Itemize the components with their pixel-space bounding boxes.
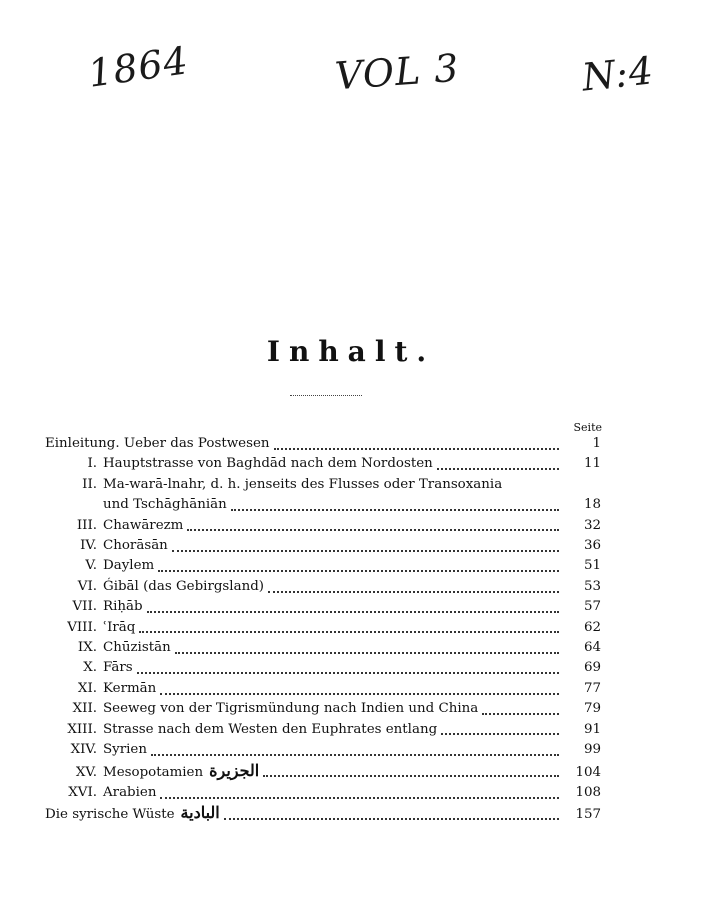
toc-entry-page: 57 xyxy=(583,599,601,615)
leader-dots xyxy=(160,684,559,695)
toc-entry-page: 11 xyxy=(583,456,601,472)
page-title: Inhalt. xyxy=(266,335,436,368)
toc-entry-title: Mesopotamien xyxy=(103,764,204,780)
toc-entry-number: VII. xyxy=(72,599,97,615)
toc-entry-page: 157 xyxy=(575,807,601,823)
toc-entry-number: V. xyxy=(85,558,97,574)
leader-dots xyxy=(175,643,559,654)
leader-dots xyxy=(482,704,559,715)
leader-dots xyxy=(441,724,559,735)
toc-entry-page: 53 xyxy=(583,578,601,594)
toc-entry-number: XII. xyxy=(72,701,97,717)
toc-entry-title: Arabien xyxy=(103,784,157,800)
toc-entry-continuation xyxy=(45,495,601,515)
toc-entry xyxy=(45,638,601,658)
toc-entry xyxy=(45,556,601,576)
toc-entry-number: IV. xyxy=(80,538,97,554)
toc-entry-title: ʿIrāq xyxy=(103,619,136,635)
handwritten-year: 1864 xyxy=(85,38,192,96)
toc-entry-title: Ǵibāl (das Gebirgsland) xyxy=(103,578,264,594)
leader-dots xyxy=(187,520,559,531)
toc-entry xyxy=(45,699,601,719)
toc-entry-arabic: الجزيرة xyxy=(209,760,260,780)
toc-entry-page: 79 xyxy=(583,701,601,717)
toc-entry xyxy=(45,658,601,678)
toc-entry-number: XIV. xyxy=(70,742,97,758)
toc-entry-title: Ma-warā-lnahr, d. h. jenseits des Flusses oder Transoxania xyxy=(103,476,503,492)
toc-entry-number: X. xyxy=(83,660,97,676)
toc-entry xyxy=(45,536,601,556)
toc-entry-number: XIII. xyxy=(67,721,97,737)
toc-entry-number: II. xyxy=(82,476,97,492)
leader-dots xyxy=(231,500,559,511)
toc-entry-number: IX. xyxy=(77,640,97,656)
toc-entry xyxy=(45,720,601,740)
toc-entry-title: Strasse nach dem Westen den Euphrates entlang xyxy=(103,721,438,737)
toc-entry-title: Chūzistān xyxy=(103,640,171,656)
toc-entry-title: Daylem xyxy=(103,558,155,574)
handwritten-number: N:4 xyxy=(579,48,656,100)
toc-entry xyxy=(45,783,601,803)
toc-entry-page: 104 xyxy=(575,764,601,780)
toc-entry-title: Hauptstrasse von Baghdād nach dem Nordosten xyxy=(103,456,433,472)
toc-entry-title-line2: und Tschāghāniān xyxy=(103,497,227,513)
toc-entry-number: VI. xyxy=(77,578,97,594)
toc-entry-page: 51 xyxy=(583,558,601,574)
handwritten-volume: VOL 3 xyxy=(333,45,461,99)
page-column-label: Seite xyxy=(573,421,602,434)
toc-entry-page: 64 xyxy=(583,640,601,656)
toc-entry-title: Syrien xyxy=(103,742,147,758)
toc-entry-arabic: البادية xyxy=(180,803,220,823)
toc-entry-number: XVI. xyxy=(68,784,97,800)
toc-entry-page: 99 xyxy=(583,742,601,758)
toc-entry-page: 36 xyxy=(583,538,601,554)
toc-entry-title: Chawārezm xyxy=(103,517,184,533)
leader-dots xyxy=(147,602,559,613)
toc-entry xyxy=(45,618,601,638)
toc-entry xyxy=(45,679,601,699)
toc-entry xyxy=(45,475,601,495)
leader-dots xyxy=(151,745,559,756)
toc-entry xyxy=(45,454,601,474)
leader-dots xyxy=(160,788,559,799)
toc-entry-number: XV. xyxy=(75,764,97,780)
leader-dots xyxy=(263,766,559,777)
leader-dots xyxy=(172,541,559,552)
toc-entry xyxy=(45,740,601,760)
toc-entry-number: I. xyxy=(87,456,97,472)
toc-entry xyxy=(45,516,601,536)
toc-entry-title: Riḥāb xyxy=(103,599,143,615)
leader-dots xyxy=(224,809,559,820)
toc-entry-number: III. xyxy=(76,517,97,533)
toc-entry-title: Einleitung. Ueber das Postwesen xyxy=(45,436,270,451)
toc-entry xyxy=(45,434,601,454)
toc-entry-page: 108 xyxy=(575,784,601,800)
toc-entry xyxy=(45,597,601,617)
toc-entry-page: 18 xyxy=(583,497,601,513)
toc-entry-title: Chorāsān xyxy=(103,538,168,554)
toc-entry-title: Fārs xyxy=(103,660,133,676)
toc-entry xyxy=(45,577,601,597)
leader-dots xyxy=(158,561,559,572)
toc-entry-page: 91 xyxy=(583,721,601,737)
leader-dots xyxy=(274,439,559,450)
toc-entry-page: 62 xyxy=(583,619,601,635)
toc-entry-number: XI. xyxy=(77,680,97,696)
toc-entry-title: Die syrische Wüste xyxy=(45,807,175,823)
toc-entry-title: Seeweg von der Tigrismündung nach Indien und China xyxy=(103,701,479,717)
leader-dots xyxy=(268,582,559,593)
table-of-contents xyxy=(45,434,601,826)
toc-entry-page: 32 xyxy=(583,517,601,533)
toc-entry xyxy=(45,803,601,825)
toc-entry-title: Kermān xyxy=(103,680,157,696)
toc-entry-number: VIII. xyxy=(67,619,97,635)
leader-dots xyxy=(437,459,559,470)
toc-entry-page: 1 xyxy=(592,436,601,451)
title-ornament xyxy=(290,395,362,398)
toc-entry xyxy=(45,761,601,783)
leader-dots xyxy=(137,663,559,674)
toc-entry-page: 69 xyxy=(583,660,601,676)
leader-dots xyxy=(139,622,559,633)
toc-entry-page: 77 xyxy=(583,680,601,696)
